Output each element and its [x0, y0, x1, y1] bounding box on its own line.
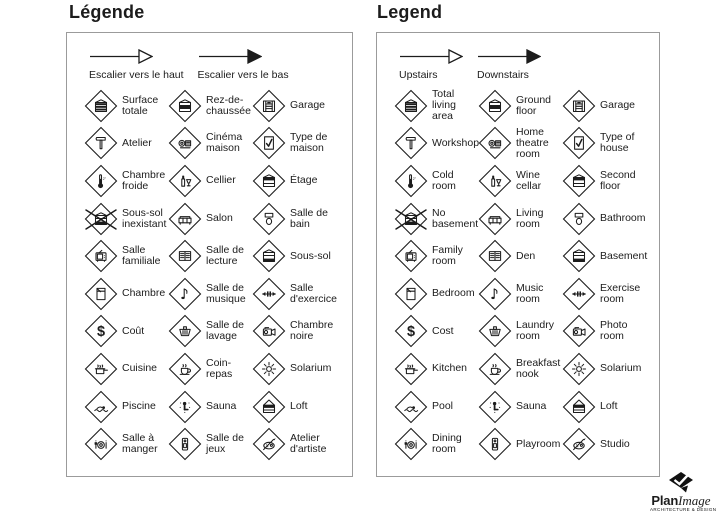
- dining-setting-icon: [394, 427, 428, 461]
- open-book-icon: [168, 239, 202, 273]
- legend-item-label: Type de maison: [290, 131, 328, 155]
- legend-item: [168, 277, 252, 311]
- legend-item: [394, 427, 478, 461]
- sauna-person-icon: [168, 390, 202, 424]
- arcade-cabinet-icon: [478, 427, 512, 461]
- legend-item-label: Cuisine: [122, 362, 158, 375]
- legend-item-label: No basement: [432, 206, 479, 230]
- legend-item-label: Kitchen: [432, 362, 468, 375]
- legend-item: [252, 277, 349, 311]
- legend-item: [478, 126, 562, 160]
- legend-item: [394, 390, 478, 424]
- music-note-icon: [168, 277, 202, 311]
- layers-bottom-icon: [562, 239, 596, 273]
- layers-bottom-icon: [252, 239, 286, 273]
- no-basement-icon: [84, 202, 118, 236]
- barbell-icon: [252, 277, 286, 311]
- legend-item: [562, 164, 656, 198]
- legend-item-label: Solarium: [290, 362, 332, 375]
- legend-item: [84, 126, 168, 160]
- legend-row: [84, 350, 349, 388]
- legend-item: [478, 164, 562, 198]
- legend-item: [252, 126, 349, 160]
- garage-door-icon: [252, 89, 286, 123]
- legend-item: [394, 277, 478, 311]
- legend-row: [84, 313, 349, 351]
- legend-item: [394, 126, 478, 160]
- camera-icon: [562, 314, 596, 348]
- legend-item-label: Breakfast nook: [516, 356, 561, 380]
- sun-icon: [562, 352, 596, 386]
- legend-item-label: Ground floor: [516, 93, 552, 117]
- legend-item-label: Salle à manger: [122, 432, 158, 456]
- legend-item-label: Music room: [516, 281, 544, 305]
- legend-item: [478, 352, 562, 386]
- legend-item: [84, 352, 168, 386]
- legend-item-label: Chambre: [122, 287, 166, 300]
- legend-item: [394, 164, 478, 198]
- legend-item: [562, 277, 656, 311]
- legend-item: [168, 202, 252, 236]
- legend-item-label: Cellier: [206, 174, 236, 187]
- music-note-icon: [478, 277, 512, 311]
- legend-row: [84, 162, 349, 200]
- bed-icon: [84, 277, 118, 311]
- legend-item-label: Home theatre room: [516, 125, 549, 160]
- legend-item: [84, 427, 168, 461]
- legend-item-label: Solarium: [600, 362, 642, 375]
- downstairs-arrow-label: Escalier vers le bas: [197, 69, 289, 81]
- legend-row: [394, 237, 656, 275]
- legend-item-label: Coin-repas: [206, 356, 233, 380]
- legend-item-label: Dining room: [432, 432, 462, 456]
- legend-item-label: Salle d'exercice: [290, 281, 337, 305]
- roof-layers-icon: [252, 390, 286, 424]
- page-title-fr: Légende: [69, 2, 145, 22]
- legend-item-label: Loft: [290, 400, 308, 413]
- legend-item: [394, 239, 478, 273]
- toilet-icon: [562, 202, 596, 236]
- legend-row: [84, 237, 349, 275]
- legend-item-label: Salle familiale: [122, 244, 161, 268]
- stairs-arrows: [89, 46, 303, 81]
- legend-item: [394, 202, 478, 236]
- legend-item-label: Atelier d'artiste: [290, 432, 327, 456]
- downstairs-arrow-group: [477, 46, 541, 81]
- artist-palette-icon: [252, 427, 286, 461]
- swimmer-icon: [394, 390, 428, 424]
- stairs-arrows: [399, 46, 555, 81]
- legend-item: [562, 202, 656, 236]
- downstairs-arrow-icon: [477, 46, 541, 67]
- svg-text:2°: 2°: [102, 176, 107, 181]
- thermometer-icon: [394, 164, 428, 198]
- legend-item: [84, 89, 168, 123]
- legend-item-label: Exercise room: [600, 281, 641, 305]
- legend-item-label: Garage: [290, 99, 326, 112]
- legend-row: [394, 200, 656, 238]
- legend-row: [394, 425, 656, 463]
- legend-item: [84, 277, 168, 311]
- layers-top-icon: [562, 164, 596, 198]
- artist-palette-icon: [562, 427, 596, 461]
- upstairs-arrow-icon: [399, 46, 463, 67]
- legend-item: [562, 427, 656, 461]
- dining-setting-icon: [84, 427, 118, 461]
- barbell-icon: [562, 277, 596, 311]
- legend-item: [84, 314, 168, 348]
- legend-item-label: Bathroom: [600, 212, 646, 225]
- legend-row: [84, 388, 349, 426]
- legend-item-label: Salle de lavage: [206, 319, 244, 343]
- layers-filled-icon: [394, 89, 428, 123]
- legend-item: [168, 427, 252, 461]
- legend-item-label: Salle de jeux: [206, 432, 244, 456]
- planimage-logo-text: [650, 494, 712, 507]
- legend-item: [394, 352, 478, 386]
- arcade-cabinet-icon: [168, 427, 202, 461]
- legend-item-label: Playroom: [516, 437, 561, 450]
- legend-item-label: Studio: [600, 437, 630, 450]
- hammer-icon: [394, 126, 428, 160]
- house-checklist-icon: [562, 126, 596, 160]
- sofa-icon: [168, 202, 202, 236]
- legend-item-label: Loft: [600, 400, 618, 413]
- legend-item-label: Salon: [206, 212, 233, 225]
- upstairs-arrow-group: [399, 46, 463, 81]
- legend-item-label: Laundry room: [516, 319, 554, 343]
- legend-item-label: Salle de musique: [206, 281, 246, 305]
- legend-item-label: Piscine: [122, 400, 156, 413]
- logo-plan-text: Plan: [651, 493, 679, 508]
- legend-item: [394, 89, 478, 123]
- legend-item: [252, 427, 349, 461]
- legend-row: [394, 388, 656, 426]
- thermometer-icon: [84, 164, 118, 198]
- toilet-icon: [252, 202, 286, 236]
- legend-item-label: Family room: [432, 244, 463, 268]
- legend-item: [252, 202, 349, 236]
- legend-item: [168, 352, 252, 386]
- sun-icon: [252, 352, 286, 386]
- legend-row: [394, 275, 656, 313]
- legend-item: [562, 352, 656, 386]
- legend-item: [252, 352, 349, 386]
- washer-icon: [168, 314, 202, 348]
- legend-items-fr: [84, 87, 349, 463]
- legend-row: [84, 87, 349, 125]
- dollar-icon: [394, 314, 428, 348]
- legend-item-label: Second floor: [600, 168, 636, 192]
- tv-icon: [394, 239, 428, 273]
- legend-item-label: Cold room: [432, 168, 456, 192]
- bed-icon: [394, 277, 428, 311]
- legend-item: [168, 314, 252, 348]
- legend-item: [562, 126, 656, 160]
- legend-item-label: Chambre noire: [290, 319, 334, 343]
- svg-text:2°: 2°: [412, 176, 417, 181]
- legend-item-label: Garage: [600, 99, 636, 112]
- legend-item: [478, 239, 562, 273]
- legend-row: [394, 162, 656, 200]
- legend-item: [252, 239, 349, 273]
- svg-text:$: $: [96, 324, 106, 341]
- legend-item: [168, 239, 252, 273]
- logo-image-text: Image: [678, 493, 711, 508]
- legend-item-label: Total living area: [432, 88, 456, 123]
- no-basement-icon: [394, 202, 428, 236]
- legend-item-label: Coût: [122, 324, 145, 337]
- layers-top-icon: [252, 164, 286, 198]
- washer-icon: [478, 314, 512, 348]
- legend-item-label: Wine cellar: [516, 168, 542, 192]
- legend-item-label: Bedroom: [432, 287, 475, 300]
- legend-row: [394, 313, 656, 351]
- wine-icon: [478, 164, 512, 198]
- cooking-pot-icon: [394, 352, 428, 386]
- garage-door-icon: [562, 89, 596, 123]
- legend-row: [394, 87, 656, 125]
- legend-item: [478, 314, 562, 348]
- page-title-en: Legend: [377, 2, 443, 22]
- legend-item-label: Type of house: [600, 131, 635, 155]
- legend-item: [562, 89, 656, 123]
- legend-item: [478, 277, 562, 311]
- legend-item: [478, 427, 562, 461]
- legend-item-label: Sous-sol: [290, 249, 331, 262]
- legend-item-label: Cinéma maison: [206, 131, 243, 155]
- legend-item: [168, 164, 252, 198]
- legend-row: [84, 125, 349, 163]
- legend-item: [252, 390, 349, 424]
- open-book-icon: [478, 239, 512, 273]
- cooking-pot-icon: [84, 352, 118, 386]
- logo-tagline: ARCHITECTURE & DESIGN: [650, 507, 717, 512]
- legend-item-label: Workshop: [432, 136, 480, 149]
- svg-text:$: $: [406, 324, 416, 341]
- legend-item-label: Sauna: [516, 400, 547, 413]
- legend-item: [84, 239, 168, 273]
- layers-middle-icon: [168, 89, 202, 123]
- legend-item-label: Salle de lecture: [206, 244, 244, 268]
- dollar-icon: [84, 314, 118, 348]
- legend-row: [84, 425, 349, 463]
- downstairs-arrow-group: [198, 46, 289, 81]
- roof-layers-icon: [562, 390, 596, 424]
- legend-item: [84, 164, 168, 198]
- tv-icon: [84, 239, 118, 273]
- sofa-icon: [478, 202, 512, 236]
- legend-item: [478, 89, 562, 123]
- downstairs-arrow-label: Downstairs: [477, 69, 529, 81]
- legend-item: [478, 390, 562, 424]
- legend-item-label: Den: [516, 249, 536, 262]
- legend-item: [168, 89, 252, 123]
- legend-item-label: Atelier: [122, 136, 152, 149]
- planimage-logo: [650, 472, 717, 512]
- legend-box-en: [376, 32, 660, 477]
- legend-item: [84, 202, 168, 236]
- legend-item: [478, 202, 562, 236]
- legend-item: [562, 390, 656, 424]
- legend-row: [394, 125, 656, 163]
- legend-item: [562, 239, 656, 273]
- house-checklist-icon: [252, 126, 286, 160]
- legend-box-fr: [66, 32, 353, 477]
- layers-filled-icon: [84, 89, 118, 123]
- legend-row: [394, 350, 656, 388]
- legend-row: [84, 275, 349, 313]
- legend-item: [562, 314, 656, 348]
- legend-item-label: Chambre froide: [122, 168, 166, 192]
- legend-item-label: Salle de bain: [290, 206, 328, 230]
- legend-item-label: Rez-de-chaussée: [206, 93, 251, 117]
- camera-icon: [252, 314, 286, 348]
- legend-item-label: Sous-sol inexistant: [122, 206, 167, 230]
- legend-item-label: Photo room: [600, 319, 628, 343]
- wine-icon: [168, 164, 202, 198]
- upstairs-arrow-group: [89, 46, 184, 81]
- swimmer-icon: [84, 390, 118, 424]
- legend-item-label: Surface totale: [122, 93, 159, 117]
- legend-item-label: Living room: [516, 206, 544, 230]
- legend-item: [168, 390, 252, 424]
- legend-item-label: Cost: [432, 324, 454, 337]
- legend-item: [168, 126, 252, 160]
- upstairs-arrow-label: Escalier vers le haut: [89, 69, 184, 81]
- layers-middle-icon: [478, 89, 512, 123]
- legend-item-label: Sauna: [206, 400, 237, 413]
- projector-icon: [478, 126, 512, 160]
- legend-item-label: Étage: [290, 174, 318, 187]
- projector-icon: [168, 126, 202, 160]
- hammer-icon: [84, 126, 118, 160]
- upstairs-arrow-label: Upstairs: [399, 69, 438, 81]
- downstairs-arrow-icon: [198, 46, 262, 67]
- coffee-cup-icon: [478, 352, 512, 386]
- legend-item-label: Pool: [432, 400, 454, 413]
- legend-item: [84, 390, 168, 424]
- legend-item: [394, 314, 478, 348]
- sauna-person-icon: [478, 390, 512, 424]
- upstairs-arrow-icon: [89, 46, 153, 67]
- legend-item: [252, 314, 349, 348]
- legend-item: [252, 89, 349, 123]
- legend-items-en: [394, 87, 656, 463]
- planimage-logo-icon: [668, 472, 694, 494]
- legend-item: [252, 164, 349, 198]
- legend-item-label: Basement: [600, 249, 648, 262]
- coffee-cup-icon: [168, 352, 202, 386]
- legend-row: [84, 200, 349, 238]
